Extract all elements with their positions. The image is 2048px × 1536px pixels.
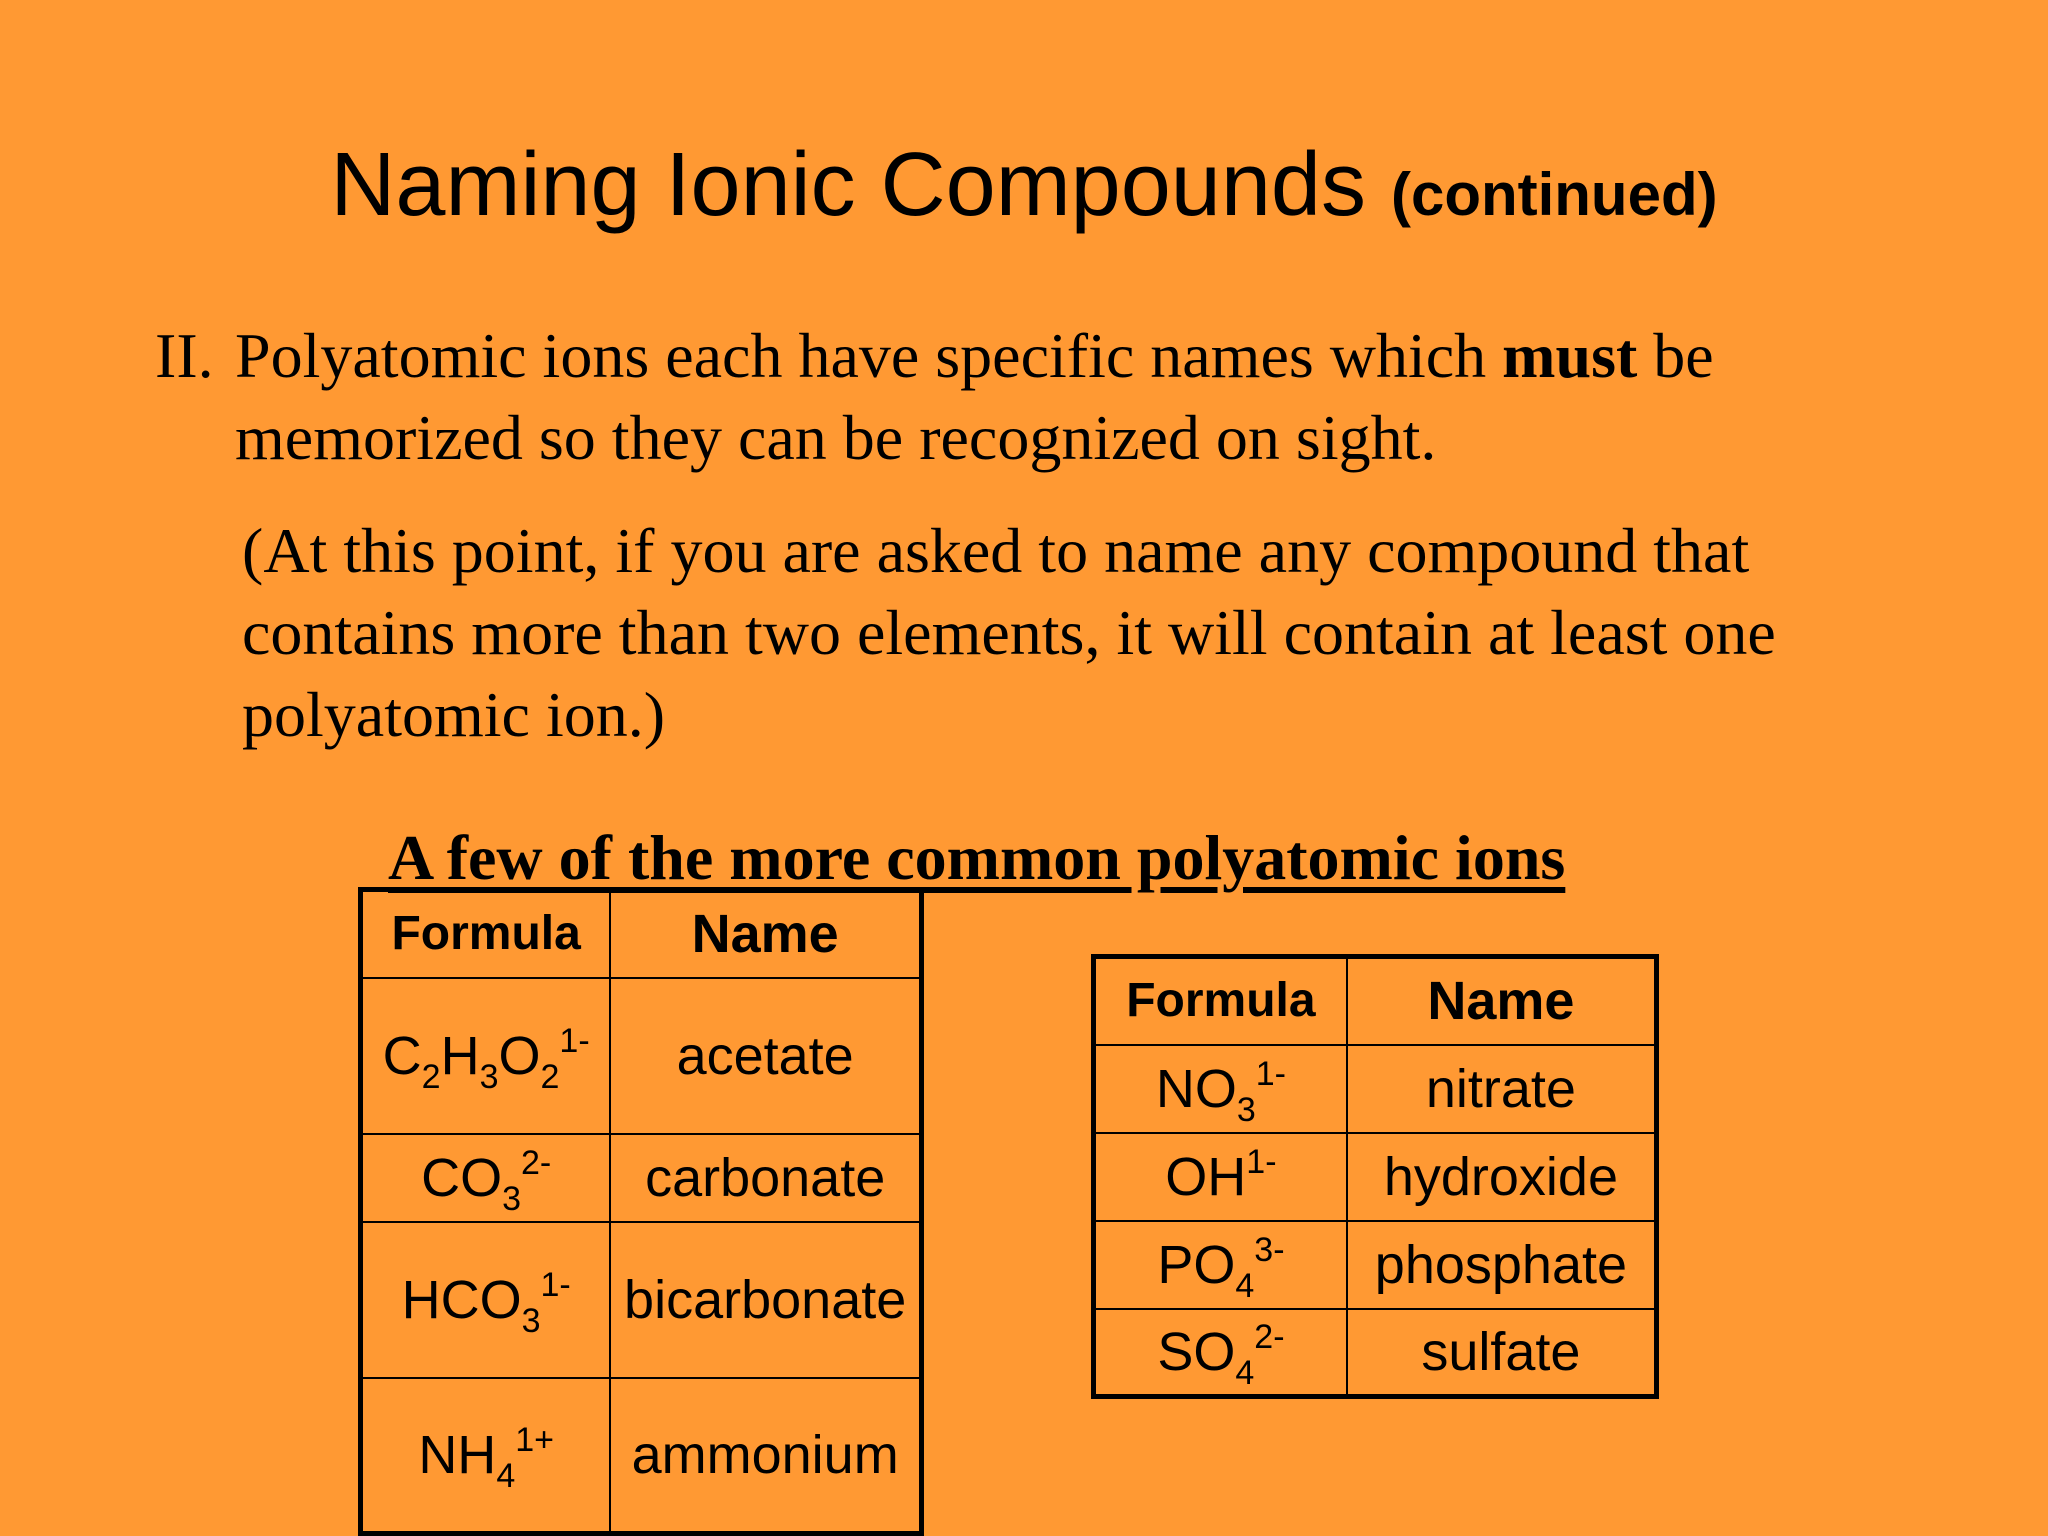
- point-text-bold: must: [1502, 320, 1638, 391]
- formula-cell: $SO_4^{2-}$: [1094, 1309, 1347, 1397]
- name-cell: hydroxide: [1347, 1133, 1657, 1221]
- formula-cell: $OH^{1-}$: [1094, 1133, 1347, 1221]
- name-cell: ammonium: [610, 1378, 921, 1534]
- table-row: [361, 1134, 922, 1222]
- formula-header: Formula: [361, 890, 611, 978]
- title-sub: (continued): [1390, 161, 1718, 228]
- table-header-row: [361, 890, 922, 978]
- formula-cell: $HCO_3^{1-}$: [361, 1222, 611, 1378]
- name-header: Name: [1347, 957, 1657, 1045]
- name-cell: carbonate: [610, 1134, 921, 1222]
- table-row: [1094, 1133, 1657, 1221]
- point-two: [155, 315, 1945, 479]
- point-text: [235, 315, 1945, 479]
- table-header-row: [1094, 957, 1657, 1045]
- table-row: [361, 1378, 922, 1534]
- point-number: II.: [155, 320, 214, 391]
- table-row: [361, 978, 922, 1134]
- formula-cell: $NH_4^{1+}$: [361, 1378, 611, 1534]
- name-cell: phosphate: [1347, 1221, 1657, 1309]
- slide-title: [0, 130, 2048, 250]
- name-header: Name: [610, 890, 921, 978]
- formula-cell: $NO_3^{1-}$: [1094, 1045, 1347, 1133]
- table-row: [1094, 1309, 1657, 1397]
- ion-table-right: [1091, 954, 1659, 1399]
- formula-cell: $CO_3^{2-}$: [361, 1134, 611, 1222]
- table-row: [1094, 1221, 1657, 1309]
- name-cell: sulfate: [1347, 1309, 1657, 1397]
- name-cell: nitrate: [1347, 1045, 1657, 1133]
- table-row: [1094, 1045, 1657, 1133]
- formula-header: Formula: [1094, 957, 1347, 1045]
- name-cell: bicarbonate: [610, 1222, 921, 1378]
- formula-cell: $C_2H_3O_2^{1-}$: [361, 978, 611, 1134]
- ion-table-left: [358, 887, 924, 1536]
- table-row: [361, 1222, 922, 1378]
- note-paragraph: (At this point, if you are asked to name any compound that contains more than two elements, it will contain at least one polyatomic ion.): [242, 515, 1776, 750]
- table-heading: A few of the more common polyatomic ions: [388, 822, 1566, 893]
- name-cell: acetate: [610, 978, 921, 1134]
- title-main: Naming Ionic Compounds: [330, 135, 1366, 235]
- formula-cell: $PO_4^{3-}$: [1094, 1221, 1347, 1309]
- point-text-before: Polyatomic ions each have specific names which: [235, 320, 1503, 391]
- point-text-after: be memorized so they can be recognized on sight.: [235, 320, 1714, 473]
